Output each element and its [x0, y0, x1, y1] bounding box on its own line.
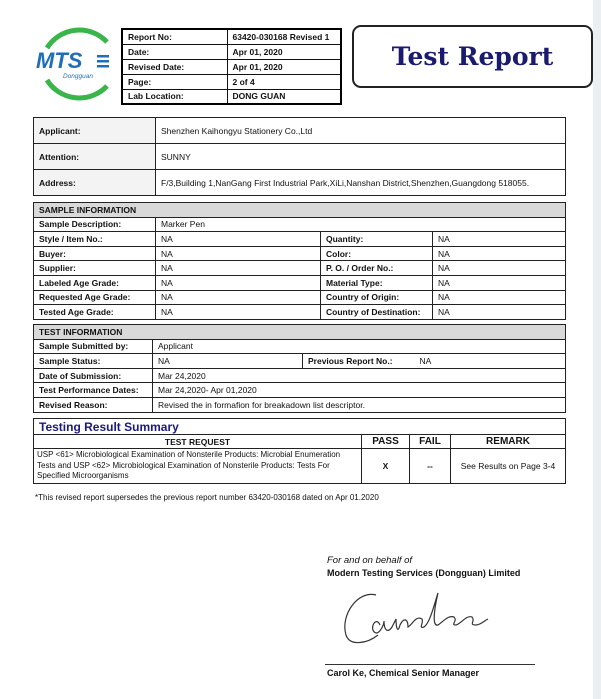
lab-location-value: DONG GUAN — [227, 89, 341, 104]
signature-line — [325, 664, 535, 665]
revised-date-label: Revised Date: — [122, 59, 227, 74]
mts-logo — [33, 18, 121, 108]
test-request-cell: USP <61> Microbiological Examination of Nonsterile Products: Microbial Enumeration Tests and USP <62> Microbiological Examination of Nonsterile Products: Tests For Specified Microorganisms — [34, 449, 362, 484]
company-name: Modern Testing Services (Dongguan) Limited — [327, 568, 521, 578]
field-value: NA — [433, 246, 566, 261]
field-value: NA — [156, 261, 321, 276]
field-value: NA — [156, 246, 321, 261]
field-label: Style / Item No.: — [34, 232, 156, 247]
status-value: NA — [153, 354, 303, 369]
field-value: NA — [156, 232, 321, 247]
field-value: NA — [433, 290, 566, 305]
col-test-request: TEST REQUEST — [34, 435, 362, 449]
summary-title: Testing Result Summary — [34, 419, 566, 435]
field-value: NA — [433, 275, 566, 290]
fail-cell: -- — [410, 449, 451, 484]
address-label: Address: — [34, 170, 156, 196]
footnote: *This revised report supersedes the previous report number 63420-030168 dated on Apr 01.2020 — [35, 493, 379, 502]
page-value: 2 of 4 — [227, 74, 341, 89]
applicant-value: Shenzhen Kaihongyu Stationery Co.,Ltd — [156, 118, 566, 144]
attention-value: SUNNY — [156, 144, 566, 170]
result-summary-table — [33, 418, 566, 484]
remark-cell: See Results on Page 3-4 — [451, 449, 566, 484]
applicant-table — [33, 117, 566, 196]
sample-info-heading: SAMPLE INFORMATION — [34, 203, 566, 218]
field-label: Labeled Age Grade: — [34, 275, 156, 290]
field-value: Mar 24,2020 — [153, 368, 566, 383]
field-label: Quantity: — [321, 232, 433, 247]
report-info-table — [121, 28, 342, 105]
col-remark: REMARK — [451, 435, 566, 449]
lab-location-label: Lab Location: — [122, 89, 227, 104]
field-value: NA — [433, 261, 566, 276]
field-value: NA — [433, 232, 566, 247]
test-info-heading: TEST INFORMATION — [34, 325, 566, 340]
field-value: NA — [433, 305, 566, 320]
pass-cell: X — [362, 449, 410, 484]
field-label: Country of Destination: — [321, 305, 433, 320]
field-label: Country of Origin: — [321, 290, 433, 305]
sample-info-table — [33, 202, 566, 320]
table-row — [34, 449, 566, 484]
field-label: Date of Submission: — [34, 368, 153, 383]
test-info-table — [33, 324, 566, 413]
field-label: Test Performance Dates: — [34, 383, 153, 398]
previous-report-label: Previous Report No.: — [303, 354, 415, 369]
report-no-label: Report No: — [122, 29, 227, 44]
field-label: P. O. / Order No.: — [321, 261, 433, 276]
field-label: Color: — [321, 246, 433, 261]
attention-label: Attention: — [34, 144, 156, 170]
field-value: Mar 24,2020- Apr 01,2020 — [153, 383, 566, 398]
field-label: Material Type: — [321, 275, 433, 290]
field-value: Revised the in formafion for breakadown list descriptor. — [153, 397, 566, 412]
col-fail: FAIL — [410, 435, 451, 449]
report-no-value: 63420-030168 Revised 1 — [227, 29, 341, 44]
signer-name: Carol Ke, Chemical Senior Manager — [327, 668, 480, 678]
field-label: Tested Age Grade: — [34, 305, 156, 320]
field-label: Supplier: — [34, 261, 156, 276]
field-value: NA — [156, 305, 321, 320]
previous-report-value: NA — [415, 354, 566, 369]
address-value: F/3,Building 1,NanGang First Industrial Park,XiLi,Nanshan District,Shenzhen,Guangdong 518055. — [156, 170, 566, 196]
page-edge — [593, 0, 601, 699]
report-title: Test Report — [352, 25, 593, 88]
field-value: NA — [156, 275, 321, 290]
field-label: Revised Reason: — [34, 397, 153, 412]
sample-desc-label: Sample Description: — [34, 217, 156, 232]
field-label: Requested Age Grade: — [34, 290, 156, 305]
submitted-value: Applicant — [153, 339, 566, 354]
applicant-label: Applicant: — [34, 118, 156, 144]
field-value: NA — [156, 290, 321, 305]
status-label: Sample Status: — [34, 354, 153, 369]
svg-text:MTS: MTS — [36, 48, 83, 73]
col-pass: PASS — [362, 435, 410, 449]
field-label: Buyer: — [34, 246, 156, 261]
date-value: Apr 01, 2020 — [227, 44, 341, 59]
svg-text:Dongguan: Dongguan — [63, 73, 93, 80]
on-behalf-text: For and on behalf of — [327, 555, 413, 566]
sample-desc-value: Marker Pen — [156, 217, 566, 232]
submitted-label: Sample Submitted by: — [34, 339, 153, 354]
date-label: Date: — [122, 44, 227, 59]
page-label: Page: — [122, 74, 227, 89]
signature — [338, 585, 498, 652]
revised-date-value: Apr 01, 2020 — [227, 59, 341, 74]
